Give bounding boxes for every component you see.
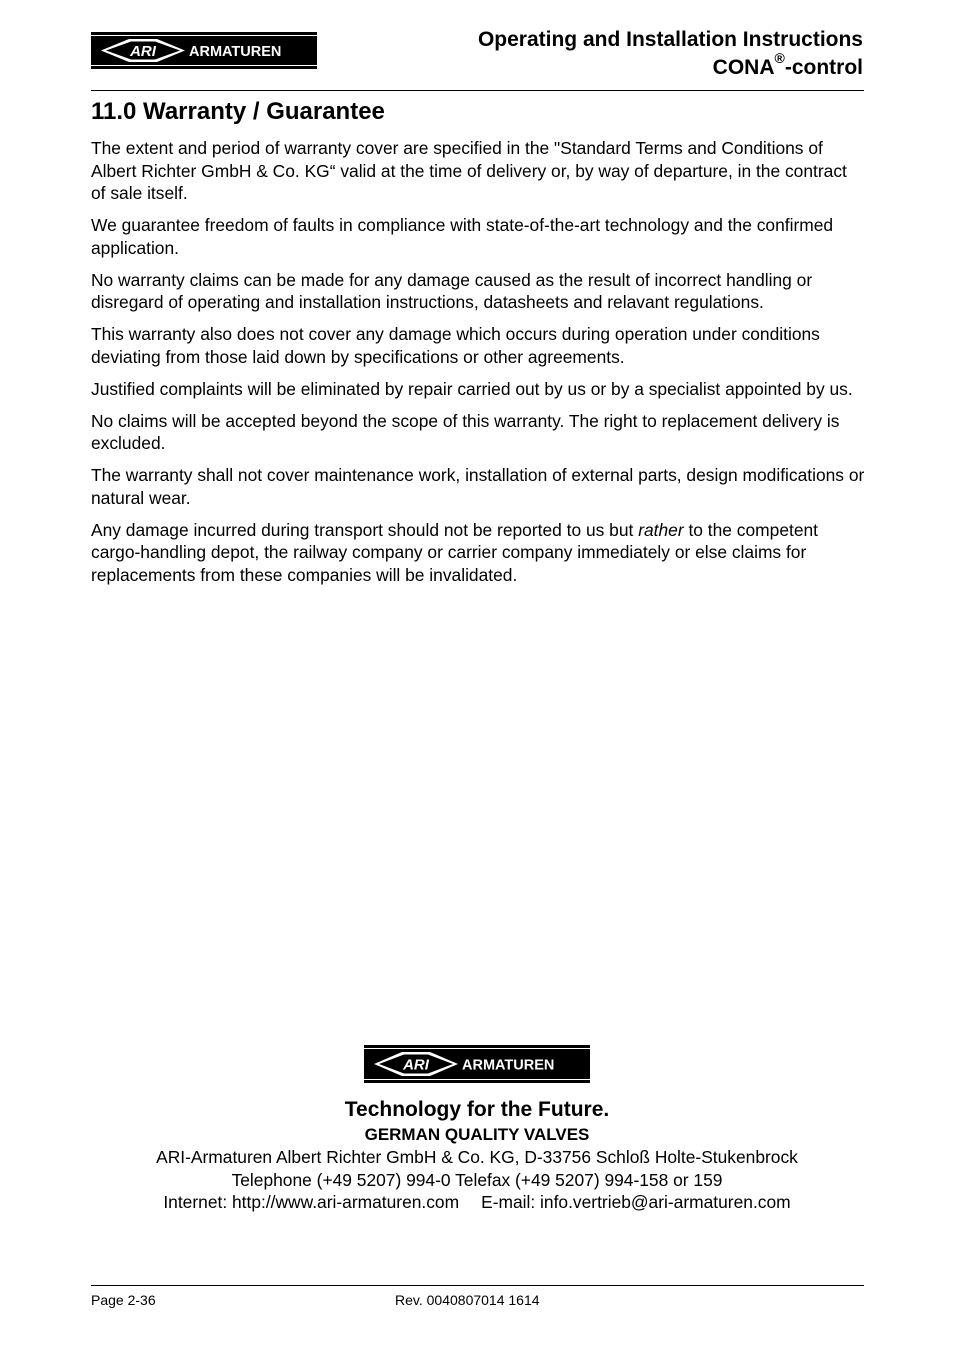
paragraph-part: to the competent cargo-handling depot, the railway company or carrier company immediately or else claims for replacements from these companies will be invalidated. bbox=[91, 519, 819, 585]
product-suffix: -control bbox=[784, 56, 863, 79]
warranty-text bbox=[91, 137, 866, 596]
company-contact bbox=[0, 1146, 954, 1214]
paragraph-part: Any damage incurred during transport should not be reported to us but bbox=[91, 519, 639, 540]
logo-brand-text: ARMATUREN bbox=[462, 1057, 555, 1074]
email-link[interactable]: E-mail: info.vertrieb@ari-armaturen.com bbox=[481, 1192, 791, 1212]
ari-logo-icon bbox=[372, 1049, 582, 1079]
logo-badge-text: ARI bbox=[403, 1056, 429, 1074]
company-address: ARI-Armaturen Albert Richter GmbH & Co. KG, D-33756 Schloß Holte-Stukenbrock bbox=[156, 1147, 798, 1167]
paragraph: No claims will be accepted beyond the scope of this warranty. The right to replacement delivery is excluded. bbox=[91, 410, 840, 453]
registered-mark: ® bbox=[774, 50, 785, 66]
document-title bbox=[478, 26, 863, 82]
emphasis-text: rather bbox=[638, 519, 684, 540]
paragraph-transport bbox=[91, 519, 866, 587]
page-number: Page 2-36 bbox=[91, 1292, 156, 1308]
logo-brand-text: ARMATUREN bbox=[189, 44, 282, 60]
footer-divider bbox=[91, 1285, 864, 1286]
company-phone: Telephone (+49 5207) 994-0 Telefax (+49 5207) 994-158 or 159 bbox=[231, 1169, 723, 1190]
product-name: CONA bbox=[712, 56, 775, 79]
company-online bbox=[0, 1191, 954, 1214]
paragraph: Justified complaints will be eliminated by repair carried out by us or by a specialist appointed by us. bbox=[91, 378, 853, 399]
paragraph: The extent and period of warranty cover are specified in the "Standard Terms and Conditions of Albert Richter GmbH & Co. KG“ valid at the time of delivery or, by way of departure, in the contract of sale itself. bbox=[91, 138, 847, 203]
document-title-line1: Operating and Installation Instructions bbox=[477, 28, 863, 51]
website-link[interactable]: Internet: http://www.ari-armaturen.com bbox=[163, 1192, 460, 1212]
document-title-line2 bbox=[478, 50, 863, 82]
ari-armaturen-logo bbox=[91, 32, 317, 69]
header-divider bbox=[91, 90, 864, 91]
revision-number: Rev. 0040807014 1614 bbox=[395, 1292, 540, 1308]
logo-badge-text: ARI bbox=[130, 43, 156, 60]
quality-slogan: GERMAN QUALITY VALVES bbox=[364, 1125, 590, 1144]
paragraph: We guarantee freedom of faults in compliance with state-of-the-art technology and the confirmed application. bbox=[91, 215, 834, 258]
ari-armaturen-footer-logo bbox=[364, 1045, 590, 1083]
section-heading: 11.0 Warranty / Guarantee bbox=[91, 98, 385, 125]
paragraph: The warranty shall not cover maintenance work, installation of external parts, design modifications or natural wear. bbox=[91, 465, 865, 508]
paragraph: This warranty also does not cover any damage which occurs during operation under conditions deviating from those laid down by specifications or other agreements. bbox=[91, 324, 820, 367]
ari-logo-icon bbox=[99, 36, 309, 65]
tagline: Technology for the Future. bbox=[344, 1098, 610, 1121]
paragraph: No warranty claims can be made for any damage caused as the result of incorrect handling or disregard of operating and installation instructions, datasheets and relavant regulations. bbox=[91, 269, 813, 312]
